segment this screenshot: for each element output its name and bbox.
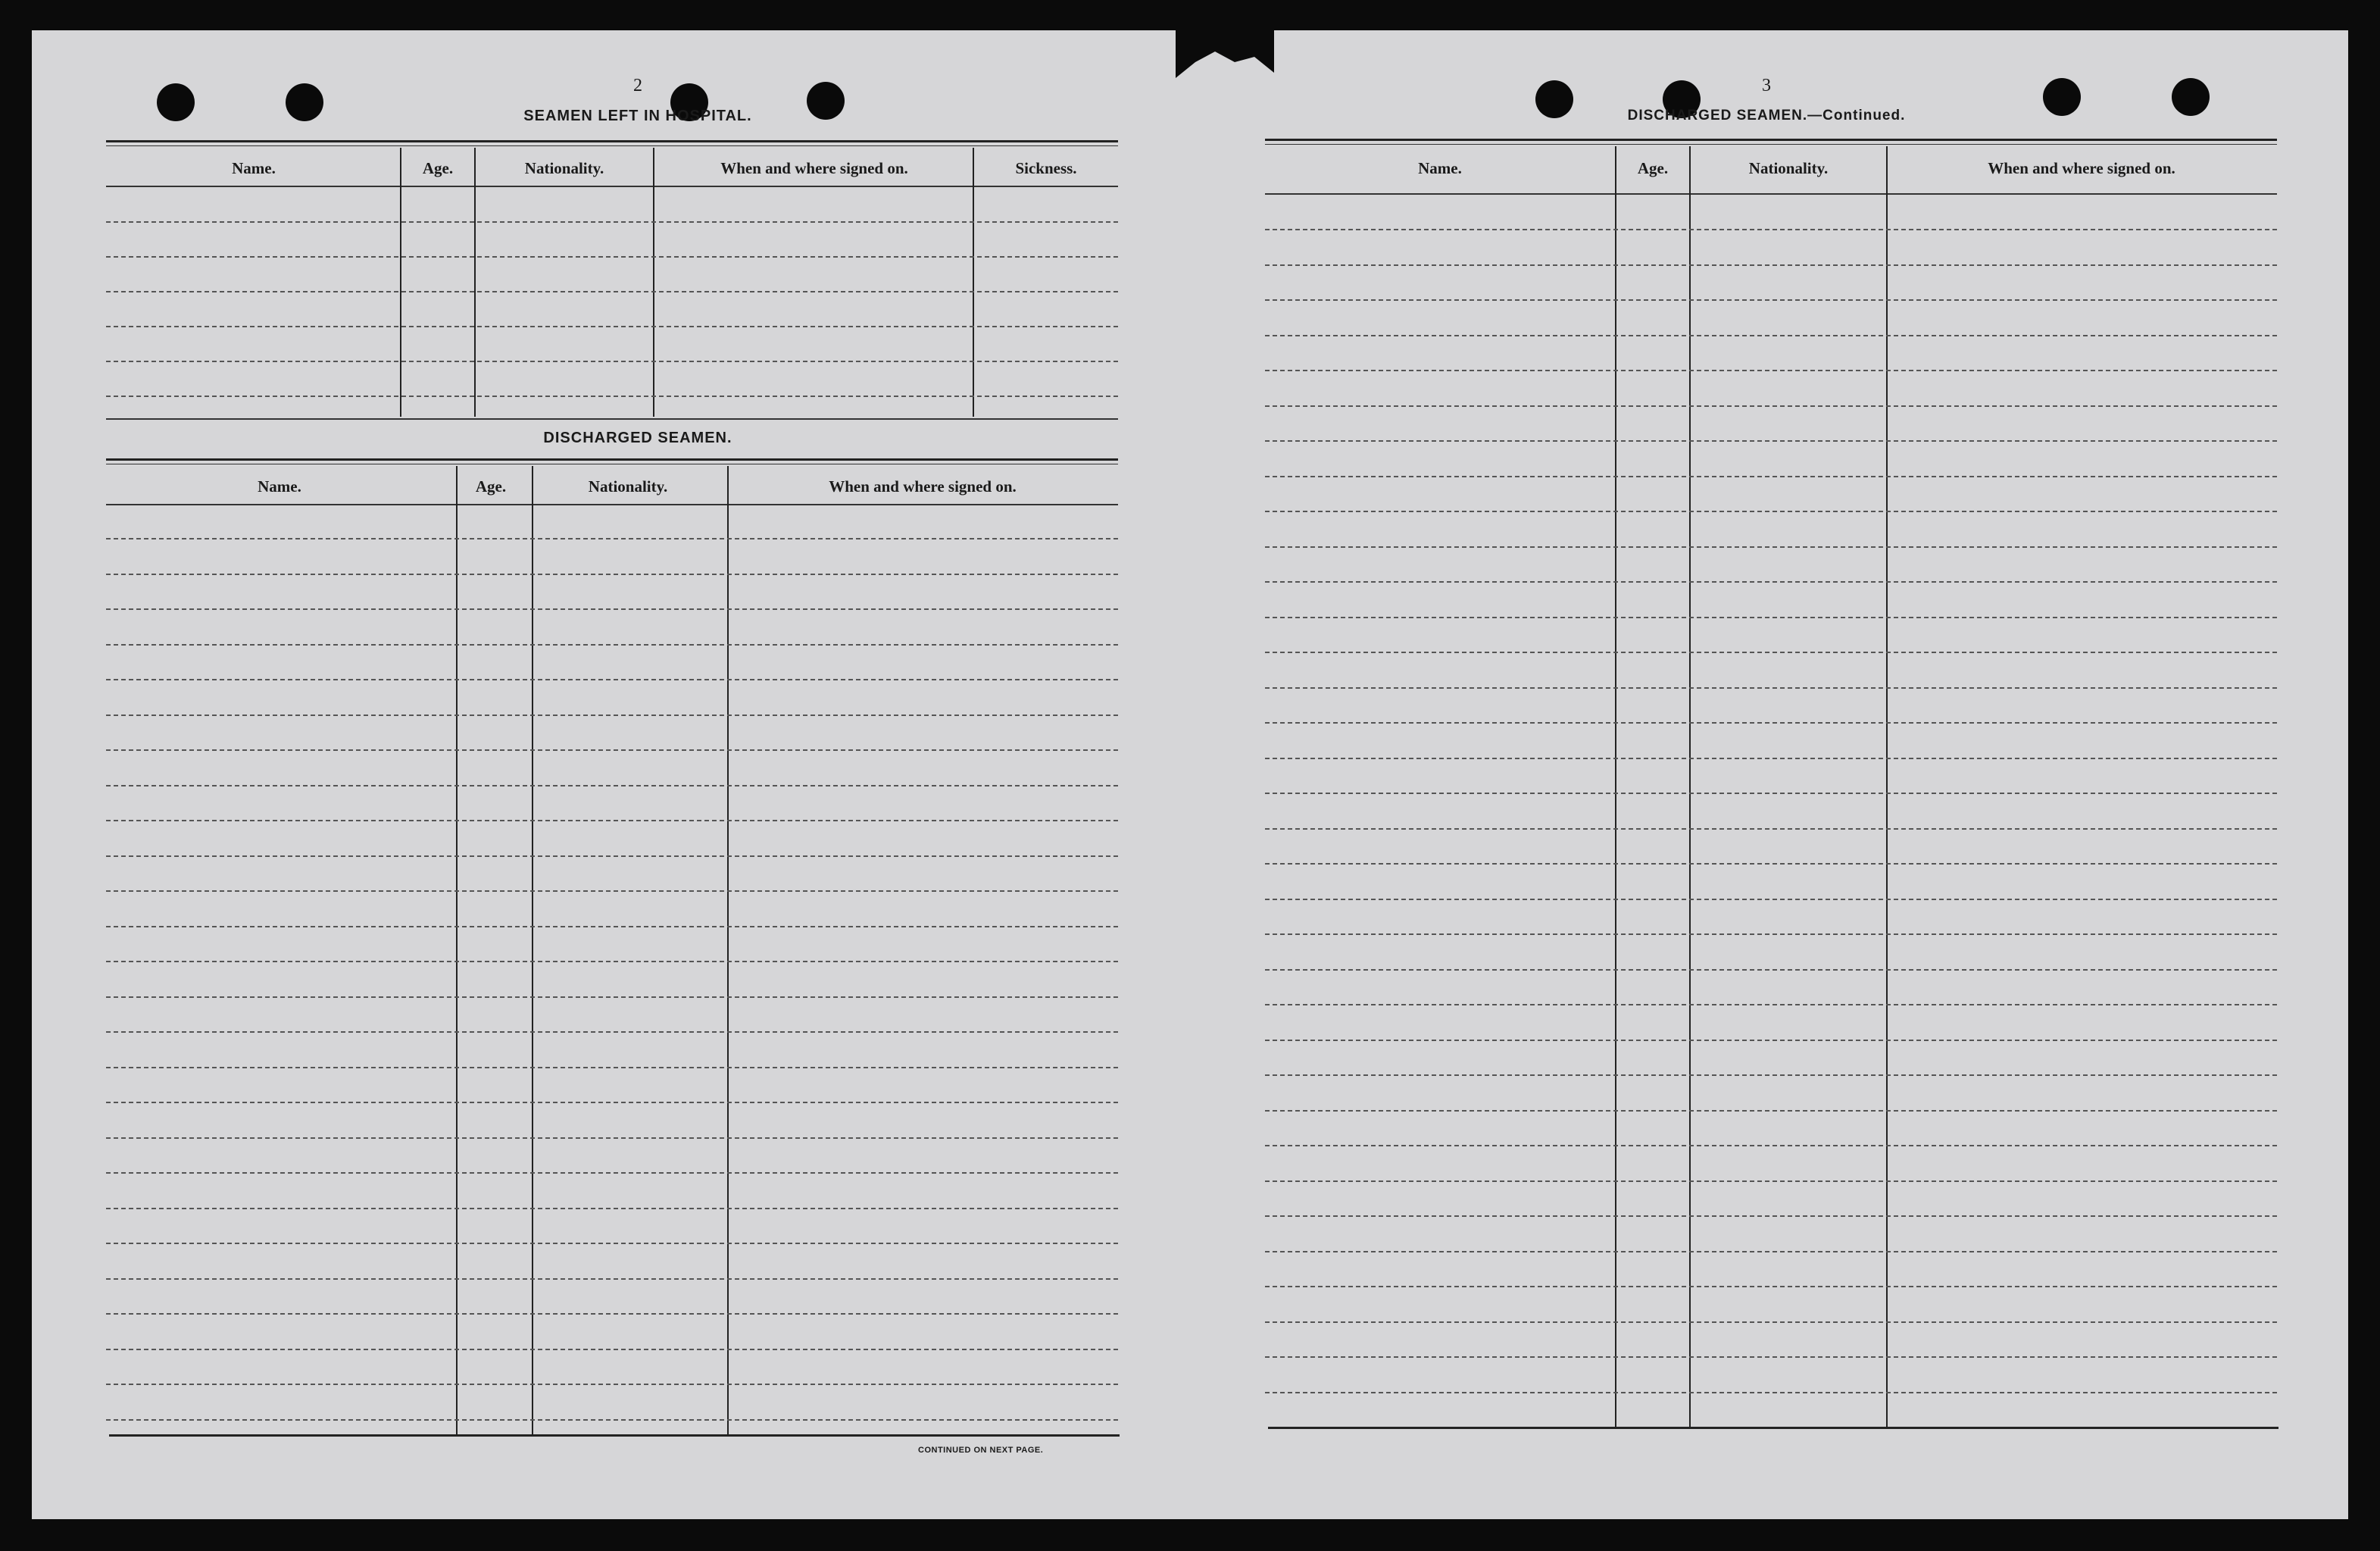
continued-col-age: Age. — [1637, 159, 1669, 177]
ruled-row-line — [1265, 1251, 2277, 1252]
ruled-row-line — [106, 715, 1118, 716]
ruled-row-line — [1265, 933, 2277, 935]
ruled-row-line — [106, 644, 1118, 646]
ruled-row-line — [1265, 546, 2277, 548]
ruled-row-line — [1265, 1040, 2277, 1041]
ruled-row-line — [106, 326, 1118, 327]
punch-hole — [286, 83, 323, 121]
ruled-row-line — [106, 1172, 1118, 1174]
page-number-left: 2 — [633, 76, 642, 95]
ruled-row-line — [106, 608, 1118, 610]
hospital-col-signed-on: When and where signed on. — [720, 159, 908, 177]
discharged-section-title: DISCHARGED SEAMEN. — [543, 430, 732, 446]
ruled-row-line — [106, 890, 1118, 892]
discharged-continued-title: DISCHARGED SEAMEN.—Continued. — [1627, 108, 1906, 124]
ruled-row-line — [106, 221, 1118, 223]
torn-gap — [1176, 30, 1274, 136]
continued-col-signed-on: When and where signed on. — [1988, 159, 2175, 177]
ruled-row-line — [1265, 652, 2277, 653]
ruled-row-line — [106, 361, 1118, 362]
ruled-row-line — [106, 1067, 1118, 1068]
ruled-row-line — [106, 961, 1118, 962]
ruled-row-line — [1265, 758, 2277, 759]
discharged-col-nationality: Nationality. — [588, 477, 668, 496]
ruled-row-line — [1265, 969, 2277, 971]
ruled-row-line — [106, 1419, 1118, 1421]
ruled-row-line — [106, 1349, 1118, 1350]
ruled-row-line — [1265, 229, 2277, 230]
ruled-row-line — [1265, 335, 2277, 336]
ruled-row-line — [106, 855, 1118, 857]
hospital-section-title: SEAMEN LEFT IN HOSPITAL. — [523, 108, 752, 124]
ruled-row-line — [1265, 264, 2277, 266]
ruled-row-line — [1265, 405, 2277, 407]
ruled-row-line — [106, 785, 1118, 786]
ruled-row-line — [106, 574, 1118, 575]
hospital-col-nationality: Nationality. — [524, 159, 604, 177]
ruled-row-line — [106, 1313, 1118, 1315]
ruled-row-line — [1265, 793, 2277, 794]
ruled-row-line — [1265, 1004, 2277, 1005]
ruled-row-line — [1265, 863, 2277, 865]
ruled-row-line — [1265, 476, 2277, 477]
ruled-row-line — [106, 820, 1118, 821]
ruled-row-line — [1265, 440, 2277, 442]
ruled-row-line — [106, 1137, 1118, 1139]
ruled-row-line — [106, 1243, 1118, 1244]
document-sheet — [32, 30, 2348, 1519]
ruled-row-line — [106, 926, 1118, 927]
discharged-col-signed-on: When and where signed on. — [829, 477, 1017, 496]
ruled-row-line — [106, 1384, 1118, 1385]
ruled-row-line — [1265, 1286, 2277, 1287]
ruled-row-line — [1265, 617, 2277, 618]
ruled-row-line — [106, 679, 1118, 680]
ruled-row-line — [1265, 1215, 2277, 1217]
punch-hole — [157, 83, 195, 121]
ruled-row-line — [1265, 722, 2277, 724]
ruled-row-line — [106, 1278, 1118, 1280]
ruled-row-line — [106, 749, 1118, 751]
ruled-row-line — [1265, 1145, 2277, 1146]
ruled-row-line — [1265, 1321, 2277, 1323]
ruled-row-line — [106, 1102, 1118, 1103]
discharged-col-age: Age. — [475, 477, 507, 496]
ruled-row-line — [1265, 828, 2277, 830]
ruled-row-line — [1265, 1180, 2277, 1182]
ruled-row-line — [106, 256, 1118, 258]
ruled-row-line — [106, 396, 1118, 397]
ruled-row-line — [106, 1031, 1118, 1033]
punch-hole — [2172, 78, 2210, 116]
hospital-col-age: Age. — [422, 159, 454, 177]
ruled-row-line — [1265, 687, 2277, 689]
page-number-right: 3 — [1762, 76, 1771, 95]
ruled-row-line — [1265, 899, 2277, 900]
ruled-row-line — [106, 996, 1118, 998]
ruled-row-line — [1265, 1110, 2277, 1112]
ruled-row-line — [1265, 1392, 2277, 1393]
hospital-col-name: Name. — [232, 159, 276, 177]
continued-note: CONTINUED ON NEXT PAGE. — [918, 1446, 1044, 1455]
ruled-row-line — [1265, 299, 2277, 301]
ruled-row-line — [106, 291, 1118, 292]
continued-col-nationality: Nationality. — [1748, 159, 1829, 177]
ruled-row-line — [1265, 511, 2277, 512]
hospital-col-sickness: Sickness. — [1015, 159, 1077, 177]
ruled-row-line — [1265, 370, 2277, 371]
ruled-row-line — [106, 538, 1118, 539]
ruled-row-line — [106, 1208, 1118, 1209]
discharged-col-name: Name. — [258, 477, 301, 496]
ruled-row-line — [1265, 1356, 2277, 1358]
ruled-row-line — [1265, 581, 2277, 583]
continued-col-name: Name. — [1418, 159, 1462, 177]
ruled-row-line — [1265, 1074, 2277, 1076]
